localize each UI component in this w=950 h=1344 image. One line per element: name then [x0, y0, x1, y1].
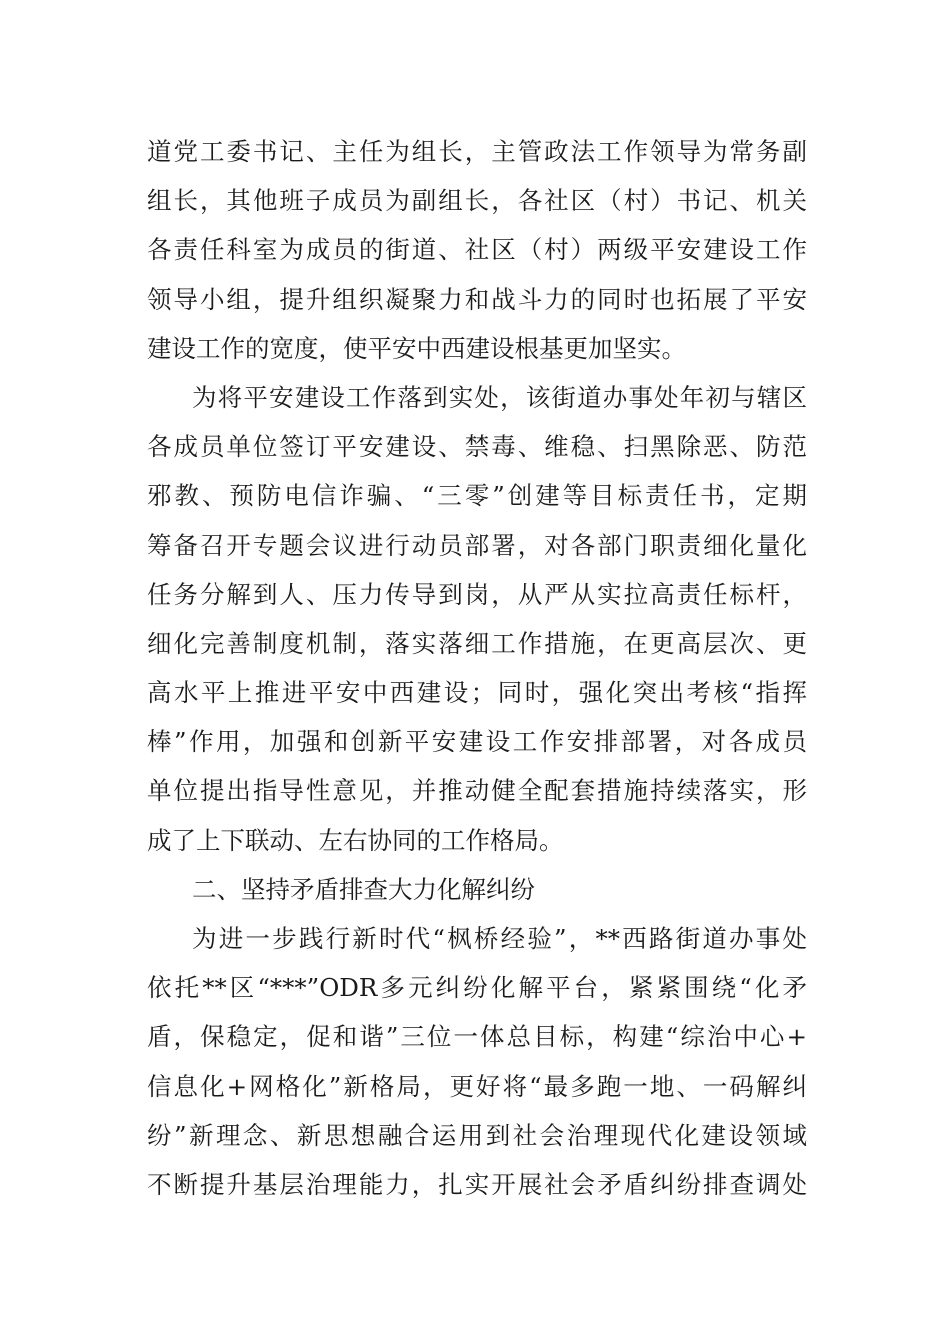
document-body [147, 127, 807, 1209]
text-line: 盾，保稳定，促和谐”三位一体总目标，构建“综治中心+ [147, 1022, 807, 1052]
text-line: 领导小组，提升组织凝聚力和战斗力的同时也拓展了平安 [147, 284, 807, 314]
heading-line: 二、坚持矛盾排查大力化解纠纷 [192, 874, 535, 904]
text-line: 邪教、预防电信诈骗、“三零”创建等目标责任书，定期 [147, 481, 807, 511]
text-line: 纷”新理念、新思想融合运用到社会治理现代化建设领域 [147, 1120, 807, 1150]
paragraph-dispute-resolution [147, 914, 807, 1209]
text-line: 不断提升基层治理能力，扎实开展社会矛盾纠纷排查调处 [147, 1169, 807, 1199]
paragraph-continuation [147, 127, 807, 373]
text-line: 为进一步践行新时代“枫桥经验”，**西路街道办事处 [192, 924, 807, 953]
section-heading [147, 865, 807, 914]
text-line: 各责任科室为成员的街道、社区（村）两级平安建设工作 [147, 235, 807, 265]
text-line: 各成员单位签订平安建设、禁毒、维稳、扫黑除恶、防范 [147, 432, 807, 462]
text-line: 信息化+网格化”新格局，更好将“最多跑一地、一码解纠 [147, 1071, 807, 1101]
text-line: 建设工作的宽度，使平安中西建设根基更加坚实。 [147, 333, 686, 363]
text-line: 任务分解到人、压力传导到岗，从严从实拉高责任标杆， [147, 579, 807, 609]
text-line: 为将平安建设工作落到实处，该街道办事处年初与辖区 [192, 382, 807, 412]
text-line: 高水平上推进平安中西建设；同时，强化突出考核“指挥 [147, 678, 807, 708]
text-line: 筹备召开专题会议进行动员部署，对各部门职责细化量化 [147, 530, 807, 560]
text-line: 细化完善制度机制，落实落细工作措施，在更高层次、更 [147, 628, 807, 658]
text-line: 依托**区“***”ODR多元纠纷化解平台，紧紧围绕“化矛 [147, 973, 807, 1003]
text-line: 单位提出指导性意见，并推动健全配套措施持续落实，形 [147, 776, 807, 806]
text-line: 棒”作用，加强和创新平安建设工作安排部署，对各成员 [147, 727, 807, 757]
text-line: 成了上下联动、左右协同的工作格局。 [147, 825, 564, 855]
text-line: 道党工委书记、主任为组长，主管政法工作领导为常务副 [147, 137, 807, 166]
text-line: 组长，其他班子成员为副组长，各社区（村）书记、机关 [147, 186, 807, 216]
paragraph-responsibility [147, 373, 807, 865]
